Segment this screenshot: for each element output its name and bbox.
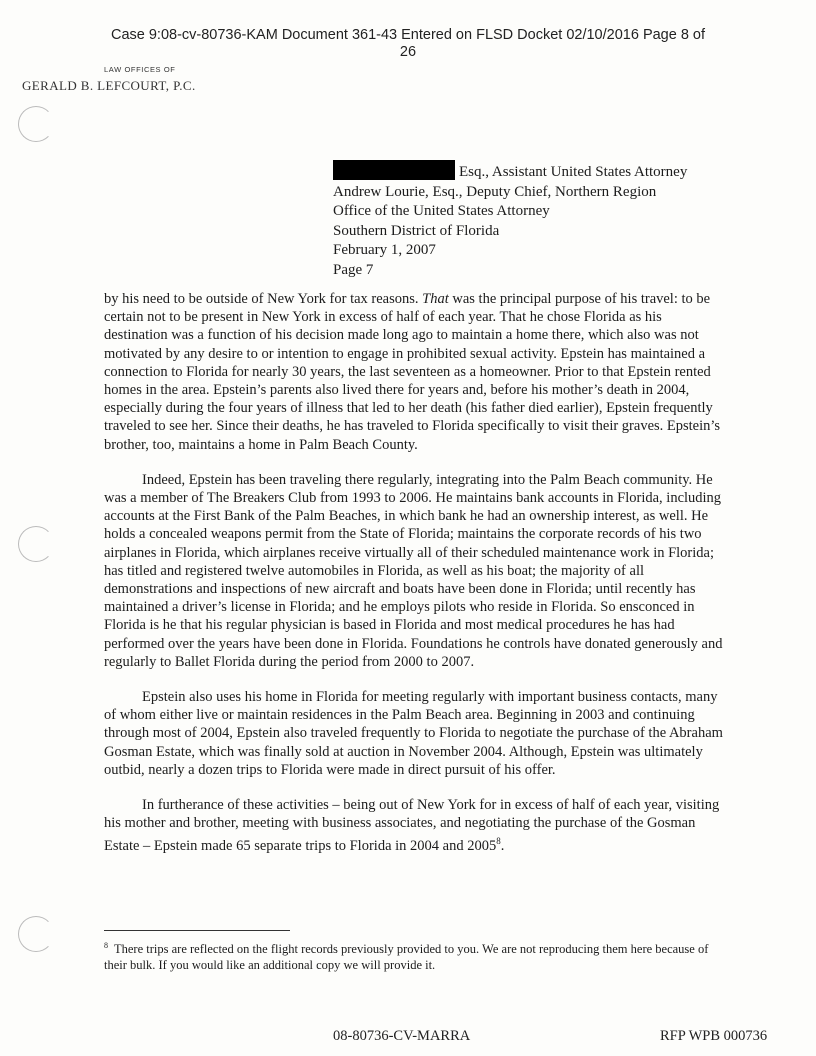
- footnote-text: There trips are reflected on the flight records previously provided to you. We are not reproducing them here because of their bulk. If you would like an additional copy we will provide it.: [104, 942, 709, 973]
- letter-date: February 1, 2007: [333, 242, 436, 258]
- footnote: [104, 938, 724, 973]
- paragraph-2: Indeed, Epstein has been traveling there regularly, integrating into the Palm Beach community. He was a member of The Breakers Club from 1993 to 2006. He maintains bank accounts in Florida, including accounts at the First Bank of the Palm Beaches, in which bank he had an ownership interest, as well. He holds a concealed weapons permit from the State of Florida; maintains the corporate records of his two airplanes in Florida, which airplanes receive virtually all of their scheduled maintenance work in Florida; has titled and registered twelve automobiles in Florida, as well as his boat; the majority of all demonstrations and inspections of new aircraft and boats have been done in Florida; until recently has maintained a driver’s license in Florida; and he employs pilots who reside in Florida. So ensconced in Florida is he that his regular physician is based in Florida and most medical procedures he has had performed over the years have been done in Florida. Foundations he controls have donated generously and regularly to Ballet Florida during the period from 2000 to 2007.: [104, 471, 723, 670]
- paragraph-1-emphasis: That: [422, 291, 449, 307]
- paragraph-4-end: .: [500, 838, 505, 855]
- docket-header-line1: Case 9:08-cv-80736-KAM Document 361-43 Entered on FLSD Docket 02/10/2016 Page 8 of: [110, 27, 706, 43]
- paragraph-4-text: In furtherance of these activities – being out of New York for in excess of half of each year, visiting his mother and brother, meeting with business associates, and negotiating the purchase of the Gosman Estate – Epstein made 65 separate trips to Florida in 2004 and 2005: [104, 797, 720, 855]
- redaction-box: [333, 160, 455, 180]
- address-line-2: Andrew Lourie, Esq., Deputy Chief, Northern Region: [333, 183, 657, 200]
- docket-header: [0, 27, 816, 61]
- paragraph-1: [104, 290, 724, 454]
- paragraph-3: Epstein also uses his home in Florida for meeting regularly with important business contacts, many of whom either live or maintain residences in the Palm Beach area. Beginning in 2003 and continuing through most of 2004, Epstein also traveled frequently to Florida to negotiate the purchase of the Abraham Gosman Estate, which was finally sold at auction in November 2004. Although, Epstein was ultimately outbid, nearly a dozen trips to Florida were made in direct pursuit of his offer.: [104, 689, 723, 778]
- paragraph-4: [104, 796, 724, 855]
- binder-hole-mark: [18, 106, 54, 142]
- address-line-1-text: Esq., Assistant United States Attorney: [459, 164, 688, 180]
- footnote-number: 8: [104, 941, 108, 950]
- paragraph-1-part-b: was the principal purpose of his travel: to be certain not to be present in New York in excess of half of each year. That he chose Florida as his destination was a function of his decision made long ago to maintain a home there, which also was not motivated by any desire to or intention to engage in prohibited sexual activity. Epstein has maintained a connection to Florida for nearly 30 years, the last seventeen as a homeowner. Prior to that Epstein rented homes in the area. Epstein’s parents also lived there for years and, before his mother’s death in 2004, especially during the four years of illness that led to her death (his father died earlier), Epstein frequently traveled to see her. Since their deaths, he has traveled to Florida specifically to visit their graves. Epstein’s brother, too, maintains a home in Palm Beach County.: [104, 291, 721, 453]
- binder-hole-mark: [18, 526, 54, 562]
- address-line-3: Office of the United States Attorney: [333, 203, 550, 219]
- footer-bates-number: RFP WPB 000736: [660, 1028, 768, 1044]
- address-line-1: [333, 160, 687, 183]
- docket-header-line2: 26: [399, 44, 417, 60]
- address-line-4: Southern District of Florida: [333, 222, 500, 239]
- letterhead-label: LAW OFFICES OF: [104, 65, 176, 74]
- footnote-divider: [104, 930, 290, 931]
- letter-page-number: Page 7: [333, 261, 374, 278]
- footer-case-number: 08-80736-CV-MARRA: [333, 1028, 471, 1044]
- footnote-reference: 8: [496, 836, 501, 847]
- letterhead-firm-name: GERALD B. LEFCOURT, P.C.: [22, 78, 196, 93]
- address-block: [333, 160, 687, 280]
- binder-hole-mark: [18, 916, 54, 952]
- paragraph-1-part-a: by his need to be outside of New York for tax reasons.: [104, 291, 423, 307]
- letter-body: [104, 290, 724, 873]
